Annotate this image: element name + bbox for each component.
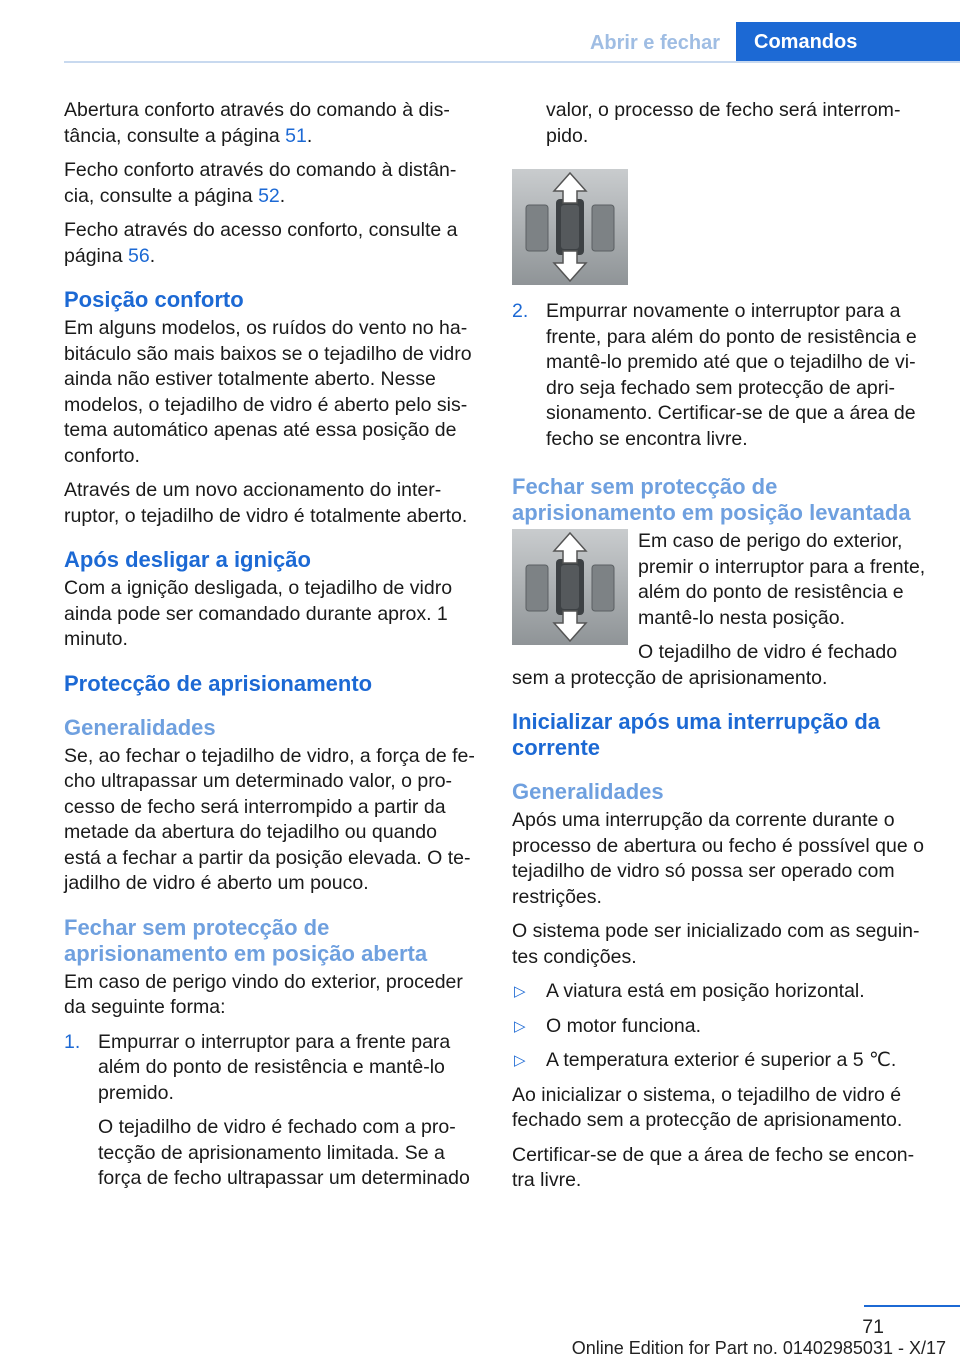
punctuation: . [149, 244, 156, 267]
step-number: 1. [64, 1030, 81, 1053]
subheading-fechar-levantada: Fechar sem protecção de aprisionamento em posição levantada [512, 474, 911, 525]
paragraph-generalidades: Se, ao fechar o tejadilho de vidro, a força de fecho ultrapassar um determinado valor, o processo de fecho será interrompido a partir da metade da abertura do tejadilho ou quando está a fechar a partir da posição elevada. O tejadilho de vidro é aberto um pouco. [64, 744, 475, 894]
step-1-continuation [512, 98, 926, 149]
levantada-block [512, 529, 926, 691]
header-tab-abrir-e-fechar[interactable]: Abrir e fechar [589, 32, 720, 54]
page-link-52[interactable]: 52 [258, 184, 280, 207]
bullet-text: A viatura está em posição horizontal. [546, 980, 865, 1002]
steps-list [64, 1030, 478, 1192]
paragraph-fecho-conforto [64, 158, 478, 209]
page-number: 71 [862, 1316, 884, 1338]
header-tab-comandos[interactable]: Comandos [736, 22, 960, 63]
step-text: Empurrar novamente o interruptor para a frente, para além do ponto de resistência e mantê-lo premido até que o tejadilho de vidro seja fechado sem protecção de aprisionamento. Certificar-se de que a área de fecho se encontra livre. [546, 300, 917, 450]
page-link-51[interactable]: 51 [285, 124, 307, 147]
right-column [512, 98, 926, 1203]
paragraph-init-2: O sistema pode ser inicializado com as seguintes condições. [512, 920, 920, 968]
step-note: O tejadilho de vidro é fechado com a protecção de aprisionamento limitada. Se a força de fecho ultrapassar um determinado [98, 1116, 470, 1189]
paragraph-apos-1: Com a ignição desligada, o tejadilho de vidro ainda pode ser comandado durante aprox. 1 minuto. [64, 577, 453, 650]
bullet-item-3 [512, 1048, 926, 1074]
steps-list-continued [512, 299, 926, 452]
paragraph-levantada-2: O tejadilho de vidro é fechado sem a protecção de aprisionamento. [512, 641, 898, 689]
punctuation: . [306, 124, 313, 147]
list-item-step-2 [512, 299, 926, 452]
paragraph-text: Fecho através do acesso conforto, consulte a página [64, 219, 458, 267]
edition-text: Online Edition for Part no. 01402985031 - X/17 [571, 1338, 946, 1358]
step-note-continued: valor, o processo de fecho será interrompido. [546, 99, 901, 147]
bullet-item-2 [512, 1014, 926, 1040]
bullet-triangle-icon: ▷ [514, 1017, 526, 1035]
heading-posicao-conforto: Posição conforto [64, 287, 244, 312]
paragraph-fechar-intro: Em caso de perigo vindo do exterior, proceder da seguinte forma: [64, 970, 463, 1018]
subheading-fechar-aberta: Fechar sem protecção de aprisionamento em posição aberta [64, 914, 428, 966]
subheading-generalidades: Generalidades [64, 714, 216, 740]
roof-switch-illustration [512, 169, 628, 285]
paragraph-init-3: Ao inicializar o sistema, o tejadilho de vidro é fechado sem a protecção de aprisionamento. [512, 1083, 903, 1131]
paragraph-posicao-1: Em alguns modelos, os ruídos do vento no habitáculo são mais baixos se o tejadilho de vidro ainda não estiver totalmente aberto. Nesse modelos, o tejadilho de vidro é aberto pelo sistema automático apenas até essa posição de conforto. [64, 317, 472, 467]
header-divider [64, 61, 960, 63]
paragraph-abertura-conforto [64, 98, 478, 149]
paragraph-text: Abertura conforto através do comando à distância, consulte a página [64, 99, 450, 147]
step-text: Empurrar o interruptor para a frente para além do ponto de resistência e mantê-lo premido. [98, 1030, 451, 1104]
bullet-text: O motor funciona. [546, 1014, 701, 1037]
step-number: 2. [512, 300, 529, 322]
footer-rule [864, 1305, 960, 1307]
subheading-generalidades-2: Generalidades [512, 779, 664, 804]
page-link-56[interactable]: 56 [127, 244, 150, 267]
bullet-item-1 [512, 979, 926, 1005]
paragraph-init-1: Após uma interrupção da corrente durante o processo de abertura ou fecho é possível que o tejadilho de vidro só possa ser operado com restrições. [512, 809, 924, 908]
bullet-text: A temperatura exterior é superior a 5 ℃. [546, 1049, 897, 1071]
punctuation: . [279, 184, 286, 207]
heading-apos-desligar: Após desligar a ignição [64, 547, 311, 572]
switch-figure-1 [512, 169, 926, 285]
bullet-triangle-icon: ▷ [514, 1052, 526, 1069]
left-column [64, 98, 478, 1201]
heading-inicializar: Inicializar após uma interrupção da corrente [512, 709, 880, 760]
roof-switch-illustration [512, 529, 628, 645]
paragraph-init-4: Certificar-se de que a área de fecho se encontra livre. [512, 1143, 915, 1191]
bullet-triangle-icon: ▷ [514, 983, 526, 1000]
heading-proteccao: Protecção de aprisionamento [64, 670, 373, 696]
paragraph-levantada-1: Em caso de perigo do exterior, premir o interruptor para a frente, além do ponto de resistência e mantê-lo nesta posição. [638, 530, 926, 629]
paragraph-posicao-2: Através de um novo accionamento do interruptor, o tejadilho de vidro é totalmente aberto. [64, 479, 468, 527]
list-item-step-1 [64, 1030, 478, 1192]
paragraph-fecho-acesso [64, 218, 478, 269]
paragraph-text: Fecho conforto através do comando à distância, consulte a página [64, 159, 457, 207]
